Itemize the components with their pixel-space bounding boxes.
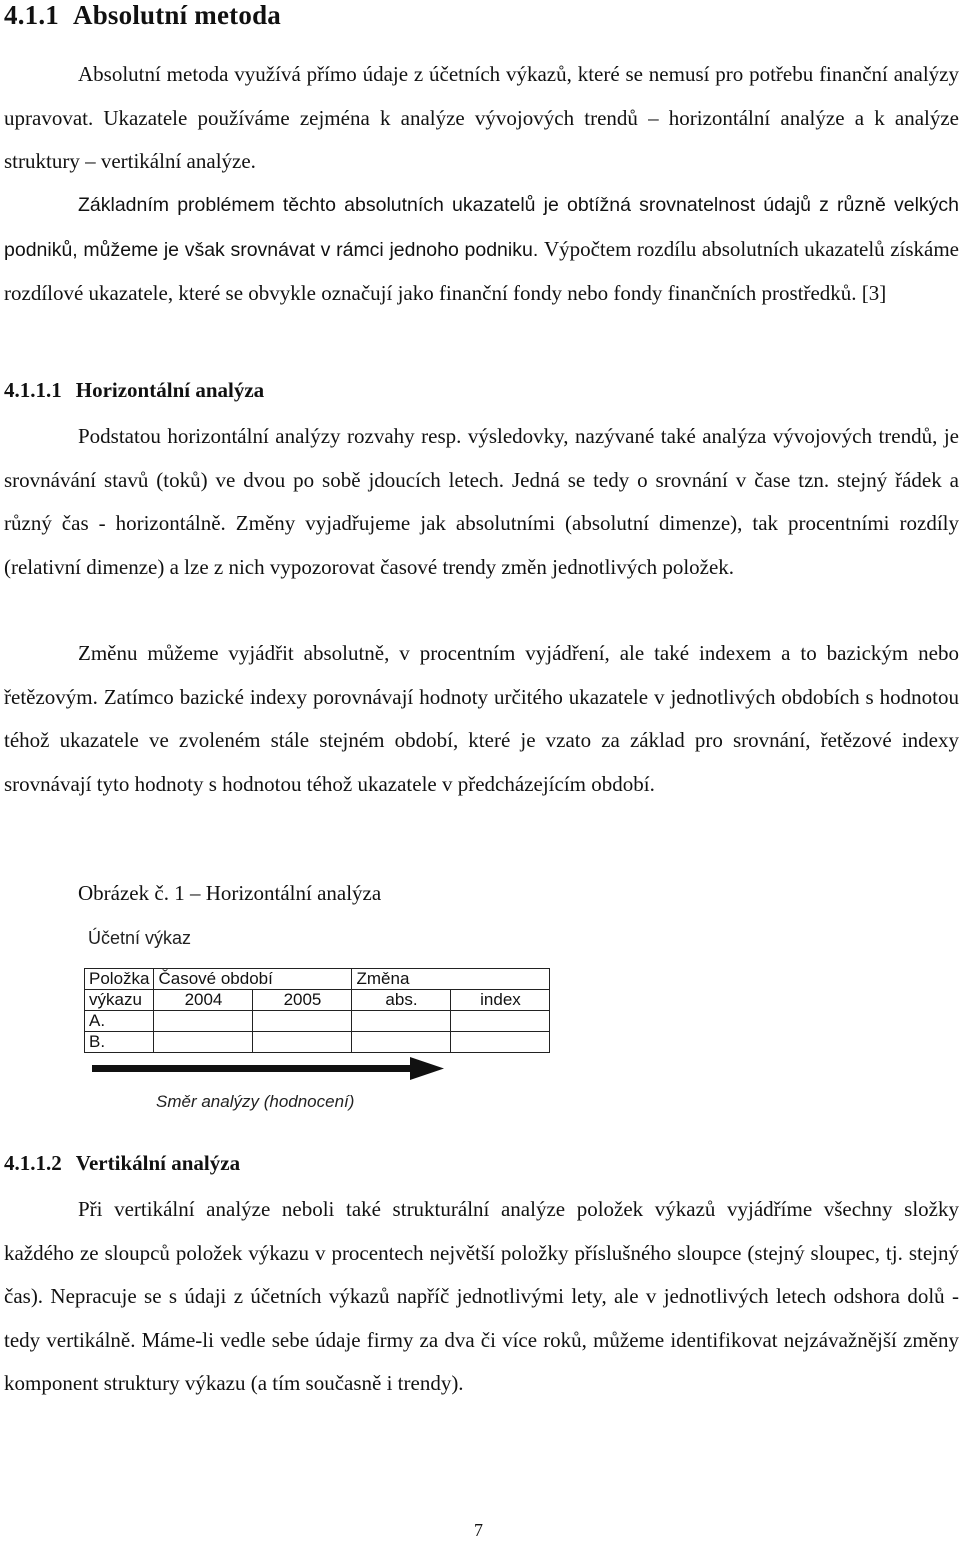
- paragraph-vertical: Při vertikální analýze neboli také strukturální analýze položek výkazů vyjádříme všechny složky každého ze sloupců položek výkazu v procentech největší položky příslušného sloupce (stejný sloupec, tj. stejný čas). Nepracuje se s údaji z účetních výkazů napříč jednotlivými lety, ale v jednotlivých letech odshora dolů - tedy vertikálně. Máme-li vedle sebe údaje firmy za dva či více roků, můžeme identifikovat nejzávažnější změny komponent struktury výkazu (a tím současně i trendy).: [4, 1197, 959, 1395]
- paragraph-intro: Absolutní metoda využívá přímo údaje z účetních výkazů, které se nemusí pro potřebu finanční analýzy upravovat. Ukazatele používáme zejména k analýze vývojových trendů – horizontální analýze a k analýze struktury – vertikální analýze.: [4, 62, 959, 173]
- table-cell: [352, 1011, 451, 1032]
- header-cell-change: Změna: [352, 969, 550, 990]
- figure-caption: Obrázek č. 1 – Horizontální analýza: [78, 881, 382, 905]
- header-cell-statement: výkazu: [85, 990, 154, 1011]
- statement-table: [84, 968, 550, 1053]
- table-header-row: [85, 969, 550, 990]
- header-cell-2004: 2004: [154, 990, 253, 1011]
- header-cell-2005: 2005: [253, 990, 352, 1011]
- paragraph-problem: [4, 184, 959, 317]
- row-label-b: B.: [85, 1032, 154, 1053]
- table-cell: [451, 1011, 550, 1032]
- table-cell: [154, 1032, 253, 1053]
- table-cell: [253, 1011, 352, 1032]
- subsection-number-horizontal: 4.1.1.1: [4, 378, 62, 402]
- table-row: [85, 1011, 550, 1032]
- table-cell: [253, 1032, 352, 1053]
- paragraph-horizontal-2: Změnu můžeme vyjádřit absolutně, v procentním vyjádření, ale také indexem a to bazickým nebo řetězovým. Zatímco bazické indexy porovnávají hodnoty určitého ukazatele v jednotlivých obdobích s hodnotou téhož ukazatele ve zvoleném stále stejném období, které je vzato za základ pro srovnání, řetězové indexy srovnávají tyto hodnoty s hodnotou téhož ukazatele v předcházejícím období.: [4, 641, 959, 796]
- paragraph-horizontal-1: Podstatou horizontální analýzy rozvahy resp. výsledovky, nazývané také analýza vývojových trendů, je srovnávání stavů (toků) ve dvou po sobě jdoucích letech. Jedná se tedy o srovnání v čase tzn. stejný řádek a různý čas - horizontálně. Změny vyjadřujeme jak absolutními (absolutní dimenze), tak procentními rozdíly (relativní dimenze) a lze z nich vypozorovat časové trendy změn jednotlivých položek.: [4, 424, 959, 579]
- section-title: Absolutní metoda: [73, 0, 281, 30]
- row-label-a: A.: [85, 1011, 154, 1032]
- subsection-number-vertical: 4.1.1.2: [4, 1151, 62, 1175]
- section-number: 4.1.1: [4, 0, 59, 30]
- figure-title: Účetní výkaz: [88, 928, 192, 948]
- paragraph-difference-text: Výpočtem rozdílu absolutních ukazatelů získáme rozdílové ukazatele, které se obvykle označují jako finanční fondy nebo fondy finančních prostředků. [3]: [4, 236, 959, 305]
- subsection-heading-horizontal: [4, 378, 264, 403]
- table-header-row: [85, 990, 550, 1011]
- table-cell: [352, 1032, 451, 1053]
- table-cell: [451, 1032, 550, 1053]
- table-cell: [154, 1011, 253, 1032]
- table-row: [85, 1032, 550, 1053]
- horizontal-analysis-figure: [84, 925, 584, 1125]
- header-cell-item: Položka: [85, 969, 154, 990]
- arrow-right-icon: [92, 1055, 447, 1083]
- analysis-direction-label: Směr analýzy (hodnocení): [156, 1092, 355, 1111]
- section-heading: [4, 0, 281, 31]
- header-cell-abs: abs.: [352, 990, 451, 1011]
- header-cell-period: Časové období: [154, 969, 352, 990]
- subsection-title-vertical: Vertikální analýza: [75, 1151, 241, 1175]
- header-cell-index: index: [451, 990, 550, 1011]
- subsection-title-horizontal: Horizontální analýza: [75, 378, 265, 402]
- page-number: 7: [474, 1520, 483, 1540]
- subsection-heading-vertical: [4, 1151, 240, 1176]
- paragraph-problem-text: Základním problémem těchto absolutních ukazatelů je obtížná srovnatelnost údajů z různě velkých podniků, můžeme je však srovnávat v rámci jednoho podniku.: [4, 194, 959, 261]
